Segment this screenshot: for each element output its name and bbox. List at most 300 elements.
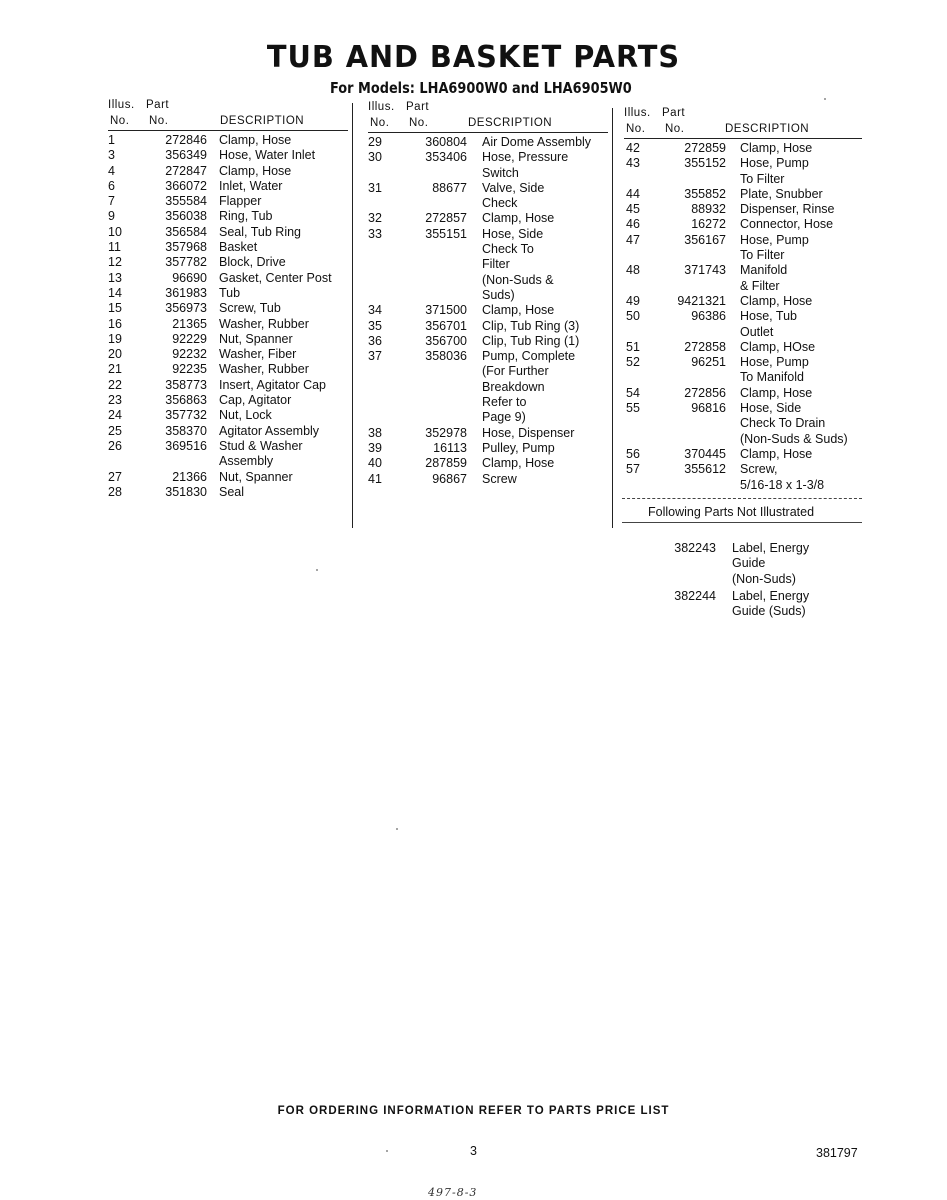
scan-speck	[386, 1150, 388, 1152]
part-description	[219, 271, 348, 286]
description-line: Breakdown	[482, 379, 545, 394]
ordering-info: FOR ORDERING INFORMATION REFER TO PARTS PRICE LIST	[277, 1105, 670, 1117]
column-header	[368, 101, 608, 135]
illus-number: 42	[626, 141, 640, 155]
illus-number: 1	[108, 133, 115, 147]
header-illus: Illus.	[108, 99, 135, 111]
part-description	[740, 447, 862, 462]
part-number: 272856	[684, 385, 726, 400]
illus-number: 38	[368, 425, 382, 440]
illus-number: 55	[626, 401, 640, 416]
header-part-no: No.	[665, 123, 685, 135]
description-line: (Non-Suds &	[482, 272, 554, 287]
part-description	[482, 181, 608, 212]
part-description	[740, 355, 862, 386]
part-description	[740, 309, 862, 340]
part-description	[482, 456, 608, 471]
description-line: Page 9)	[482, 410, 526, 425]
part-number: 357732	[165, 408, 207, 423]
description-line: Hose, Side	[482, 226, 544, 241]
description-line: Agitator Assembly	[219, 423, 320, 438]
header-description: DESCRIPTION	[468, 117, 553, 129]
page-title: TUB AND BASKET PARTS	[266, 40, 681, 75]
part-description	[740, 217, 862, 232]
illus-number: 19	[108, 331, 122, 346]
part-row	[624, 233, 862, 264]
part-number: 356584	[165, 224, 207, 239]
part-row	[368, 211, 608, 226]
illus-number: 39	[368, 440, 382, 455]
part-description	[740, 263, 862, 294]
illus-number: 54	[626, 385, 640, 400]
handwritten-note: 497-8-3	[428, 1186, 478, 1199]
description-line: & Filter	[740, 278, 780, 293]
column-divider	[612, 108, 613, 528]
description-line: Outlet	[740, 324, 774, 339]
header-no: No.	[110, 115, 130, 127]
header-illus: Illus.	[624, 107, 651, 119]
part-number: 355151	[425, 226, 467, 241]
description-line: Hose, Pump	[740, 355, 809, 370]
part-row	[368, 181, 608, 212]
part-number: 88677	[432, 180, 467, 195]
part-description	[482, 426, 608, 441]
part-row	[108, 332, 348, 347]
part-description	[740, 141, 862, 156]
part-number: 9421321	[677, 293, 726, 308]
part-description	[219, 347, 348, 362]
part-row	[368, 319, 608, 334]
part-description	[219, 408, 348, 423]
description-line: Clamp, Hose	[219, 163, 292, 178]
part-description	[219, 133, 348, 148]
illus-number: 36	[368, 333, 382, 348]
part-description	[732, 589, 868, 620]
part-row	[368, 456, 608, 471]
part-row	[108, 286, 348, 301]
part-number: 357782	[165, 255, 207, 270]
not-illustrated-item	[668, 541, 868, 587]
parts-column-2	[368, 101, 608, 487]
part-description	[482, 211, 608, 226]
description-line: Hose, Water Inlet	[219, 148, 316, 163]
part-number: 355152	[684, 156, 726, 171]
illus-number: 11	[108, 240, 121, 255]
part-row	[624, 294, 862, 309]
not-illustrated-item	[668, 589, 868, 620]
illus-number: 12	[108, 255, 122, 270]
description-line: Clamp, HOse	[740, 339, 816, 354]
part-row	[368, 227, 608, 304]
part-row	[368, 426, 608, 441]
part-row	[368, 349, 608, 426]
part-number: 21365	[172, 316, 207, 331]
part-row	[624, 340, 862, 355]
part-number: 358773	[165, 377, 207, 392]
part-row	[108, 362, 348, 377]
description-line: Screw, Tub	[219, 301, 281, 316]
illus-number: 27	[108, 469, 122, 484]
part-description	[732, 541, 868, 587]
not-illustrated-rule	[622, 522, 862, 523]
part-row	[108, 148, 348, 163]
part-description	[219, 148, 348, 163]
not-illustrated-list	[668, 541, 868, 621]
parts-rows	[108, 133, 348, 500]
part-row	[108, 164, 348, 179]
column-divider	[352, 103, 353, 528]
part-number: 96690	[172, 270, 207, 285]
part-description	[740, 340, 862, 355]
part-number: 371500	[425, 303, 467, 318]
description-line: Clamp, Hose	[740, 446, 813, 461]
header-part-no: No.	[409, 117, 429, 129]
part-description	[482, 349, 608, 425]
part-number: 355852	[684, 186, 726, 201]
part-number: 356167	[684, 232, 726, 247]
description-line: Clip, Tub Ring (1)	[482, 333, 580, 348]
parts-rows	[624, 141, 862, 493]
part-description	[482, 150, 608, 181]
part-row	[108, 347, 348, 362]
part-row	[108, 439, 348, 470]
part-number: 360804	[425, 135, 467, 149]
part-description	[482, 441, 608, 456]
description-line: Valve, Side	[482, 180, 545, 195]
part-description	[740, 233, 862, 264]
part-number: 272857	[425, 211, 467, 226]
part-row	[624, 447, 862, 462]
illus-number: 13	[108, 270, 122, 285]
description-line: (Non-Suds & Suds)	[740, 431, 848, 446]
parts-column-1	[108, 99, 348, 500]
part-row	[624, 141, 862, 156]
description-line: Hose, Pressure	[482, 150, 569, 165]
part-description	[740, 401, 862, 447]
part-number: 355584	[165, 194, 207, 209]
part-number: 356863	[165, 393, 207, 408]
illus-number: 31	[368, 180, 382, 195]
page-subtitle: For Models: LHA6900W0 and LHA6905W0	[330, 79, 632, 97]
illus-number: 25	[108, 423, 122, 438]
part-row	[108, 133, 348, 148]
part-number: 96251	[691, 355, 726, 370]
illus-number: 20	[108, 347, 122, 362]
illus-number: 29	[368, 135, 382, 149]
description-line: Nut, Spanner	[219, 469, 293, 484]
part-row	[108, 485, 348, 500]
part-row	[108, 317, 348, 332]
part-description	[219, 240, 348, 255]
description-line: Screw	[482, 471, 517, 486]
description-line: Washer, Rubber	[219, 316, 309, 331]
part-number: 358036	[425, 349, 467, 364]
illus-number: 32	[368, 211, 382, 226]
part-number: 92235	[172, 362, 207, 377]
illus-number: 4	[108, 163, 115, 178]
illus-number: 52	[626, 355, 640, 370]
header-illus: Illus.	[368, 101, 395, 113]
illus-number: 49	[626, 293, 640, 308]
description-line: Cap, Agitator	[219, 393, 292, 408]
description-line: (Non-Suds)	[732, 571, 796, 586]
illus-number: 40	[368, 456, 382, 471]
description-line: To Manifold	[740, 370, 804, 385]
description-line: (For Further	[482, 364, 549, 379]
description-line: Check To Drain	[740, 416, 826, 431]
part-number: 366072	[165, 178, 207, 193]
column-header	[624, 107, 862, 141]
description-line: Ring, Tub	[219, 209, 273, 224]
part-number: 356349	[165, 148, 207, 163]
description-line: Hose, Side	[740, 401, 802, 416]
part-row	[624, 386, 862, 401]
part-row	[108, 424, 348, 439]
illus-number: 48	[626, 263, 640, 278]
illus-number: 10	[108, 224, 122, 239]
part-row	[624, 187, 862, 202]
illus-number: 23	[108, 393, 122, 408]
part-row	[624, 401, 862, 447]
part-number: 356038	[165, 209, 207, 224]
not-illustrated-heading: Following Parts Not Illustrated	[648, 505, 815, 519]
header-part-no: No.	[149, 115, 169, 127]
description-line: To Filter	[740, 171, 785, 186]
illus-number: 46	[626, 217, 640, 232]
illus-number: 15	[108, 301, 122, 316]
part-number: 370445	[684, 446, 726, 461]
description-line: Manifold	[740, 263, 788, 278]
part-number: 382243	[674, 541, 716, 555]
header-description: DESCRIPTION	[725, 123, 810, 135]
part-description	[740, 202, 862, 217]
description-line: Clamp, Hose	[740, 385, 813, 400]
description-line: Basket	[219, 240, 258, 255]
part-number: 356700	[425, 333, 467, 348]
description-line: Clamp, Hose	[482, 456, 555, 471]
part-row	[624, 263, 862, 294]
part-row	[108, 378, 348, 393]
description-line: Washer, Rubber	[219, 362, 309, 377]
illus-number: 57	[626, 462, 640, 477]
header-no: No.	[626, 123, 646, 135]
parts-column-3	[624, 107, 862, 493]
part-row	[624, 309, 862, 340]
part-number: 272859	[684, 141, 726, 155]
illus-number: 14	[108, 285, 122, 300]
part-description	[482, 319, 608, 334]
description-line: Pump, Complete	[482, 349, 576, 364]
part-row	[624, 156, 862, 187]
part-number: 371743	[684, 263, 726, 278]
part-number: 355612	[684, 462, 726, 477]
illus-number: 33	[368, 226, 382, 241]
description-line: Stud & Washer	[219, 438, 303, 453]
illus-number: 34	[368, 303, 382, 318]
part-number: 16113	[433, 440, 467, 455]
description-line: Connector, Hose	[740, 217, 834, 232]
part-description	[740, 386, 862, 401]
description-line: Refer to	[482, 395, 527, 410]
header-rule	[624, 138, 862, 139]
description-line: Seal, Tub Ring	[219, 224, 301, 239]
header-rule	[368, 132, 608, 133]
illus-number: 21	[108, 362, 122, 377]
part-number: 96386	[691, 309, 726, 324]
illus-number: 47	[626, 232, 640, 247]
part-description	[740, 187, 862, 202]
scan-speck	[824, 98, 826, 100]
illus-number: 30	[368, 150, 382, 165]
part-number: 357968	[165, 240, 207, 255]
description-line: Clamp, Hose	[219, 133, 292, 147]
part-description	[219, 301, 348, 316]
header-part: Part	[662, 107, 686, 119]
part-number: 352978	[425, 425, 467, 440]
illus-number: 37	[368, 349, 382, 364]
part-number: 369516	[165, 438, 207, 453]
description-line: Label, Energy	[732, 541, 810, 555]
description-line: Clamp, Hose	[482, 211, 555, 226]
description-line: Hose, Tub	[740, 309, 797, 324]
part-row	[108, 255, 348, 270]
illus-number: 22	[108, 377, 122, 392]
description-line: Inlet, Water	[219, 178, 283, 193]
part-row	[108, 225, 348, 240]
description-line: Check	[482, 196, 518, 211]
part-description	[219, 332, 348, 347]
column-header	[108, 99, 348, 133]
description-line: Hose, Pump	[740, 156, 809, 171]
part-row	[368, 472, 608, 487]
description-line: Label, Energy	[732, 588, 810, 603]
part-number: 16272	[691, 217, 726, 232]
illus-number: 45	[626, 202, 640, 217]
illus-number: 7	[108, 194, 115, 209]
part-description	[219, 378, 348, 393]
part-number: 382244	[674, 588, 716, 603]
illus-number: 51	[626, 339, 640, 354]
part-description	[219, 362, 348, 377]
part-number: 272847	[165, 163, 207, 178]
part-row	[108, 240, 348, 255]
part-row	[368, 303, 608, 318]
illus-number: 41	[368, 471, 382, 486]
illus-number: 28	[108, 484, 122, 499]
part-description	[482, 303, 608, 318]
part-number: 92232	[172, 347, 207, 362]
header-description: DESCRIPTION	[220, 115, 305, 127]
part-row	[108, 271, 348, 286]
illus-number: 24	[108, 408, 122, 423]
part-number: 361983	[165, 285, 207, 300]
part-row	[108, 209, 348, 224]
illus-number: 44	[626, 186, 640, 201]
description-line: Gasket, Center Post	[219, 270, 332, 285]
part-description	[219, 209, 348, 224]
header-part: Part	[406, 101, 430, 113]
illus-number: 3	[108, 148, 115, 163]
description-line: Tub	[219, 285, 241, 300]
part-row	[624, 462, 862, 493]
description-line: Filter	[482, 257, 510, 272]
part-number: 351830	[165, 484, 207, 499]
description-line: Guide	[732, 556, 766, 571]
description-line: Switch	[482, 165, 519, 180]
part-description	[219, 439, 348, 470]
part-description	[740, 156, 862, 187]
part-row	[368, 135, 608, 150]
part-description	[219, 485, 348, 500]
description-line: Suds)	[482, 287, 515, 302]
part-description	[482, 135, 608, 150]
part-row	[368, 150, 608, 181]
header-part: Part	[146, 99, 170, 111]
part-number: 358370	[165, 423, 207, 438]
part-number: 88932	[691, 202, 726, 217]
part-description	[482, 227, 608, 303]
part-row	[108, 179, 348, 194]
header-no: No.	[370, 117, 390, 129]
scan-speck	[316, 569, 318, 571]
description-line: Hose, Pump	[740, 232, 809, 247]
description-line: Insert, Agitator Cap	[219, 377, 327, 392]
illus-number: 35	[368, 318, 382, 333]
illus-number: 43	[626, 156, 640, 171]
part-number: 21366	[172, 469, 207, 484]
part-description	[219, 317, 348, 332]
description-line: Guide (Suds)	[732, 604, 806, 619]
description-line: Nut, Lock	[219, 408, 272, 423]
part-description	[219, 393, 348, 408]
description-line: Nut, Spanner	[219, 331, 293, 346]
part-number: 96816	[691, 401, 726, 416]
description-line: Flapper	[219, 194, 262, 209]
part-number: 96867	[432, 471, 467, 486]
part-row	[108, 393, 348, 408]
description-line: Block, Drive	[219, 255, 286, 270]
scan-speck	[396, 828, 398, 830]
part-row	[624, 217, 862, 232]
description-line: Clip, Tub Ring (3)	[482, 318, 580, 333]
part-description	[219, 424, 348, 439]
part-row	[108, 194, 348, 209]
description-line: Seal	[219, 484, 245, 499]
part-description	[219, 255, 348, 270]
description-line: Dispenser, Rinse	[740, 202, 835, 217]
illus-number: 16	[108, 316, 122, 331]
not-illustrated-dashed-rule	[622, 498, 862, 499]
part-description	[219, 194, 348, 209]
description-line: Air Dome Assembly	[482, 135, 592, 149]
description-line: Pulley, Pump	[482, 440, 555, 455]
part-number: 287859	[425, 456, 467, 471]
page-number: 3	[470, 1144, 477, 1158]
illus-number: 26	[108, 438, 122, 453]
document-number: 381797	[816, 1146, 858, 1160]
description-line: Clamp, Hose	[740, 141, 813, 155]
part-row	[624, 355, 862, 386]
illus-number: 9	[108, 209, 115, 224]
description-line: To Filter	[740, 248, 785, 263]
part-row	[108, 408, 348, 423]
description-line: Check To	[482, 242, 534, 257]
part-row	[368, 441, 608, 456]
part-description	[219, 225, 348, 240]
description-line: Screw,	[740, 462, 778, 477]
part-row	[368, 334, 608, 349]
parts-rows	[368, 135, 608, 487]
